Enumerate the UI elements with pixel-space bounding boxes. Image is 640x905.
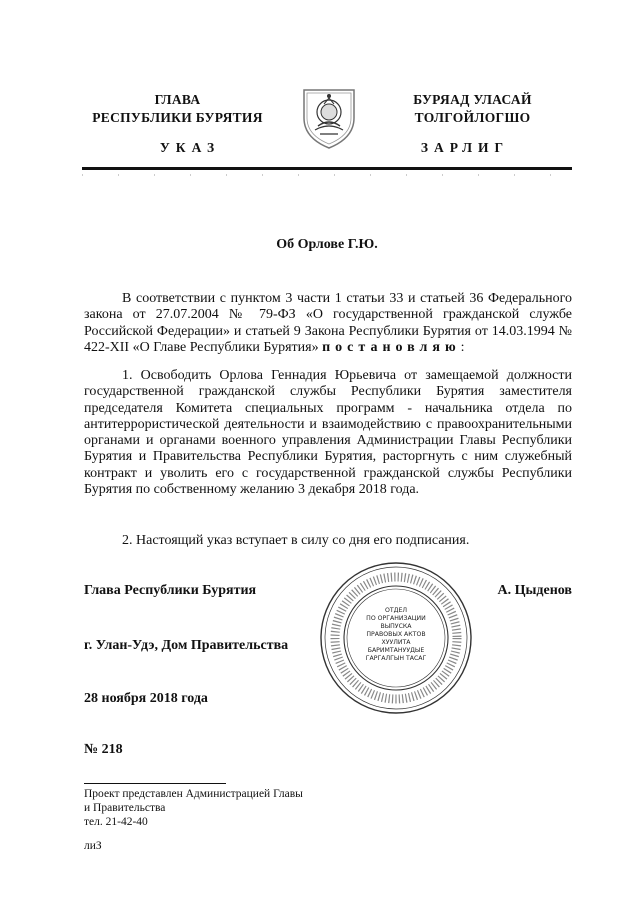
header-left-line2: РЕСПУБЛИКИ БУРЯТИЯ [92, 110, 263, 125]
signatory-position: Глава Республики Бурятия [84, 583, 257, 598]
footer-rule [84, 783, 226, 784]
decree-item-1: 1. Освободить Орлова Геннадия Юрьевича от замещаемой должности государственной гражданской службы Республики Бурятия заместителя председателя Комитета специальных программ - начальника отдела по антитеррористической деятельности и взаимодействию с правоохранительными органами и органами военного управления Администрации Главы Республики Бурятия и Правительства Республики Бурятия, расторгнуть с ним служебный контракт и уволить его с государственной гражданской службы Республики Бурятия по собственному желанию 3 декабря 2018 года. [84, 368, 572, 498]
seal-text-line: ПО ОРГАНИЗАЦИИ [366, 615, 426, 622]
seal-text-line: ГАРГАЛГЫН ТАСАГ [365, 655, 427, 662]
intro-paragraph [84, 291, 572, 356]
decree-number: № 218 [84, 742, 123, 757]
seal-text-line: ПРАВОВЫХ АКТОВ [366, 631, 426, 638]
seal-center-text [366, 607, 427, 662]
seal-text-line: ХУУЛИТА [381, 639, 411, 646]
footer-initials: лиЗ [84, 840, 102, 852]
seal-text-line: ВЫПУСКА [380, 623, 412, 630]
header-right-line2: ТОЛГОЙЛОГШО [414, 110, 531, 125]
doc-type-left: УКАЗ [159, 140, 221, 155]
decree-word: постановляю [322, 339, 461, 355]
header-right [400, 91, 545, 127]
decree-title: Об Орлове Г.Ю. [276, 237, 378, 252]
signing-place: г. Улан-Удэ, Дом Правительства [84, 638, 289, 653]
coat-of-arms-icon [298, 82, 360, 150]
seal-text-line: БАРИМТАНУУДЫЕ [367, 647, 425, 654]
header-divider [82, 167, 572, 170]
header-left [80, 91, 275, 127]
footer-line-2: и Правительства [84, 802, 166, 814]
signing-date: 28 ноября 2018 года [84, 691, 208, 706]
header-right-line1: БУРЯАД УЛАСАЙ [413, 92, 532, 107]
decree-item-2: 2. Настоящий указ вступает в силу со дня его подписания. [122, 533, 470, 548]
official-seal-icon [318, 560, 474, 716]
seal-text-line: ОТДЕЛ [384, 607, 408, 614]
intro-text: В соответствии с пунктом 3 части 1 статьи 33 и статьей 36 Федерального закона от 27.07.2004 № 79-ФЗ «О государственной гражданской службе Российской Федерации» и статьей 9 Закона Республики Бурятия от 14.03.1994 № 422-XII «О Главе Республики Бурятия» [84, 291, 572, 355]
intro-colon: : [460, 339, 465, 355]
footer-line-1: Проект представлен Администрацией Главы [84, 788, 303, 800]
header-dotted-rule [82, 172, 572, 178]
signatory-name: А. Цыденов [497, 583, 572, 598]
footer-phone: тел. 21-42-40 [84, 816, 148, 828]
doc-type-right: ЗАРЛИГ [420, 140, 510, 155]
header-left-line1: ГЛАВА [154, 92, 201, 107]
